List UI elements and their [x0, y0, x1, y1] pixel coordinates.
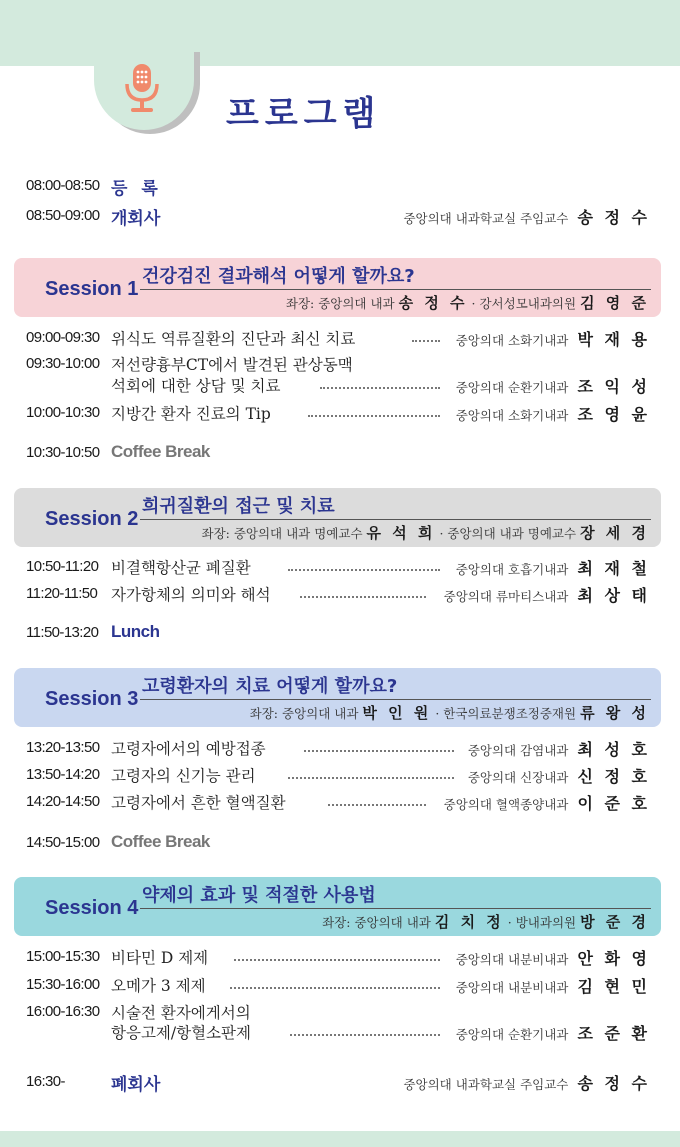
talk-row — [0, 790, 680, 816]
dot-leader — [288, 777, 454, 779]
break-row — [0, 621, 680, 647]
chair-prefix: 좌장: 중앙의대 내과 — [249, 706, 359, 721]
affiliation: 중앙의대 소화기내과 — [455, 408, 569, 423]
time-slot: 09:30-10:00 — [26, 355, 100, 372]
time-slot: 10:50-11:20 — [26, 558, 99, 575]
talk-title: 고령자에서 흔한 혈액질환 — [111, 794, 286, 812]
dot-leader — [304, 750, 454, 752]
affiliation: 중앙의대 소화기내과 — [455, 333, 569, 348]
time-slot: 11:50-13:20 — [26, 624, 99, 641]
break-row — [0, 441, 680, 467]
dot-leader — [320, 387, 440, 389]
talk-row — [0, 736, 680, 762]
bottom-band — [0, 1131, 680, 1147]
time-slot: 13:20-13:50 — [26, 739, 100, 756]
dot-leader — [288, 569, 440, 571]
closing-remarks-label: 폐회사 — [111, 1075, 161, 1095]
session-header — [14, 668, 661, 727]
chair-affiliation: · 중앙의대 내과 명예교수 — [439, 526, 577, 541]
affiliation: 중앙의대 내과학교실 주임교수 — [403, 211, 569, 226]
speaker-name: 조 준 환 — [577, 1024, 650, 1043]
affiliation: 중앙의대 내분비내과 — [455, 952, 569, 967]
talk-title-line2: 석회에 대한 상담 및 치료 — [111, 377, 281, 395]
talk-title: 오메가 3 제제 — [111, 977, 206, 995]
dot-leader — [412, 340, 440, 342]
dot-leader — [328, 804, 426, 806]
time-slot: 09:00-09:30 — [26, 329, 100, 346]
talk-title: 위식도 역류질환의 진단과 최신 치료 — [111, 330, 356, 348]
time-slot: 08:00-08:50 — [26, 177, 100, 194]
dot-leader — [300, 596, 426, 598]
chair-name: 송 정 수 — [398, 294, 468, 312]
talk-title: 시술전 환자에게서의 — [111, 1004, 251, 1022]
affiliation: 중앙의대 호흡기내과 — [455, 562, 569, 577]
chair-name: 방 준 경 — [580, 913, 649, 931]
affiliation: 중앙의대 감염내과 — [467, 743, 569, 758]
microphone-icon — [118, 62, 166, 116]
speaker-name: 송 정 수 — [577, 208, 650, 227]
page-title: 프로그램 — [226, 94, 382, 134]
speaker-name: 최 상 태 — [577, 586, 650, 605]
affiliation: 중앙의대 내분비내과 — [455, 980, 569, 995]
speaker-name: 안 화 영 — [577, 949, 650, 968]
lunch-label: Lunch — [111, 622, 160, 641]
chair-prefix: 좌장: 중앙의대 내과 명예교수 — [201, 526, 363, 541]
session-chairs — [250, 702, 649, 723]
time-slot: 10:00-10:30 — [26, 404, 100, 421]
dot-leader — [234, 959, 440, 961]
talk-row — [0, 582, 680, 608]
divider — [140, 908, 651, 909]
time-slot: 15:00-15:30 — [26, 948, 100, 965]
coffee-break-label: Coffee Break — [111, 442, 210, 461]
time-slot: 15:30-16:00 — [26, 976, 100, 993]
talk-row — [0, 763, 680, 789]
schedule-row — [0, 203, 680, 229]
speaker-name: 조 영 윤 — [577, 405, 650, 424]
talk-title: 고령자의 신기능 관리 — [111, 767, 256, 785]
registration-label: 등 록 — [111, 179, 162, 199]
speaker-name: 이 준 호 — [577, 794, 650, 813]
break-row — [0, 831, 680, 857]
speaker-name: 최 재 철 — [577, 559, 650, 578]
opening-remarks-label: 개회사 — [111, 209, 161, 229]
chair-name: 김 치 정 — [434, 913, 504, 931]
affiliation: 중앙의대 순환기내과 — [455, 380, 569, 395]
talk-row — [0, 945, 680, 971]
affiliation: 중앙의대 류마티스내과 — [443, 589, 569, 604]
time-slot: 16:00-16:30 — [26, 1003, 100, 1020]
affiliation: 중앙의대 혈액종양내과 — [443, 797, 569, 812]
session-label: Session 3 — [45, 688, 139, 710]
talk-title: 자가항체의 의미와 해석 — [111, 586, 271, 604]
speaker-name: 신 정 호 — [577, 767, 650, 786]
time-slot: 14:20-14:50 — [26, 793, 100, 810]
talk-title-line2: 항응고제/항혈소판제 — [111, 1024, 251, 1042]
session-title: 약제의 효과 및 적절한 사용법 — [142, 885, 376, 906]
speaker-name: 김 현 민 — [577, 977, 650, 996]
session-title: 희귀질환의 접근 및 치료 — [142, 496, 335, 517]
session-header — [14, 258, 661, 317]
talk-title: 비결핵항산균 폐질환 — [111, 559, 251, 577]
session-chairs — [322, 911, 649, 932]
chair-name: 김 영 준 — [580, 294, 649, 312]
time-slot: 16:30- — [26, 1073, 65, 1090]
chair-name: 류 왕 성 — [580, 704, 649, 722]
schedule-row — [0, 1069, 680, 1095]
speaker-name: 박 재 용 — [577, 330, 650, 349]
talk-title: 지방간 환자 진료의 Tip — [111, 405, 271, 423]
time-slot: 08:50-09:00 — [26, 207, 100, 224]
talk-title: 비타민 D 제제 — [111, 949, 209, 967]
talk-row — [0, 352, 680, 398]
speaker-name: 최 성 호 — [577, 740, 650, 759]
session-chairs — [202, 522, 650, 543]
session-title: 고령환자의 치료 어떻게 할까요? — [142, 676, 398, 697]
chair-name: 박 인 원 — [362, 704, 432, 722]
session-header — [14, 488, 661, 547]
chair-prefix: 좌장: 중앙의대 내과 — [322, 915, 431, 930]
talk-row — [0, 401, 680, 427]
divider — [140, 289, 651, 290]
session-label: Session 4 — [45, 897, 139, 919]
talk-row — [0, 973, 680, 999]
time-slot: 10:30-10:50 — [26, 444, 100, 461]
chair-affiliation: · 한국의료분쟁조정중재원 — [435, 706, 577, 721]
coffee-break-label: Coffee Break — [111, 832, 210, 851]
time-slot: 11:20-11:50 — [26, 585, 98, 602]
dot-leader — [230, 987, 440, 989]
talk-title: 저선량흉부CT에서 발견된 관상동맥 — [111, 356, 353, 374]
speaker-name: 조 익 성 — [577, 377, 650, 396]
chair-prefix: 좌장: 중앙의대 내과 — [285, 296, 395, 311]
divider — [140, 699, 651, 700]
session-header — [14, 877, 661, 936]
schedule-row — [0, 173, 680, 199]
session-title: 건강검진 결과해석 어떻게 할까요? — [142, 266, 415, 287]
dot-leader — [308, 415, 440, 417]
dot-leader — [290, 1034, 440, 1036]
chair-name: 장 세 경 — [580, 524, 649, 542]
chair-name: 유 석 희 — [366, 524, 436, 542]
session-label: Session 2 — [45, 508, 139, 530]
talk-row — [0, 326, 680, 352]
affiliation: 중앙의대 내과학교실 주임교수 — [403, 1077, 569, 1092]
affiliation: 중앙의대 순환기내과 — [455, 1027, 569, 1042]
time-slot: 13:50-14:20 — [26, 766, 100, 783]
talk-row — [0, 555, 680, 581]
talk-title: 고령자에서의 예방접종 — [111, 740, 266, 758]
divider — [140, 519, 651, 520]
speaker-name: 송 정 수 — [577, 1074, 650, 1093]
affiliation: 중앙의대 신장내과 — [467, 770, 569, 785]
talk-row — [0, 1000, 680, 1046]
chair-affiliation: · 강서성모내과의원 — [471, 296, 577, 311]
session-chairs — [286, 292, 649, 313]
session-label: Session 1 — [45, 278, 139, 300]
chair-affiliation: · 방내과의원 — [507, 915, 577, 930]
time-slot: 14:50-15:00 — [26, 834, 100, 851]
